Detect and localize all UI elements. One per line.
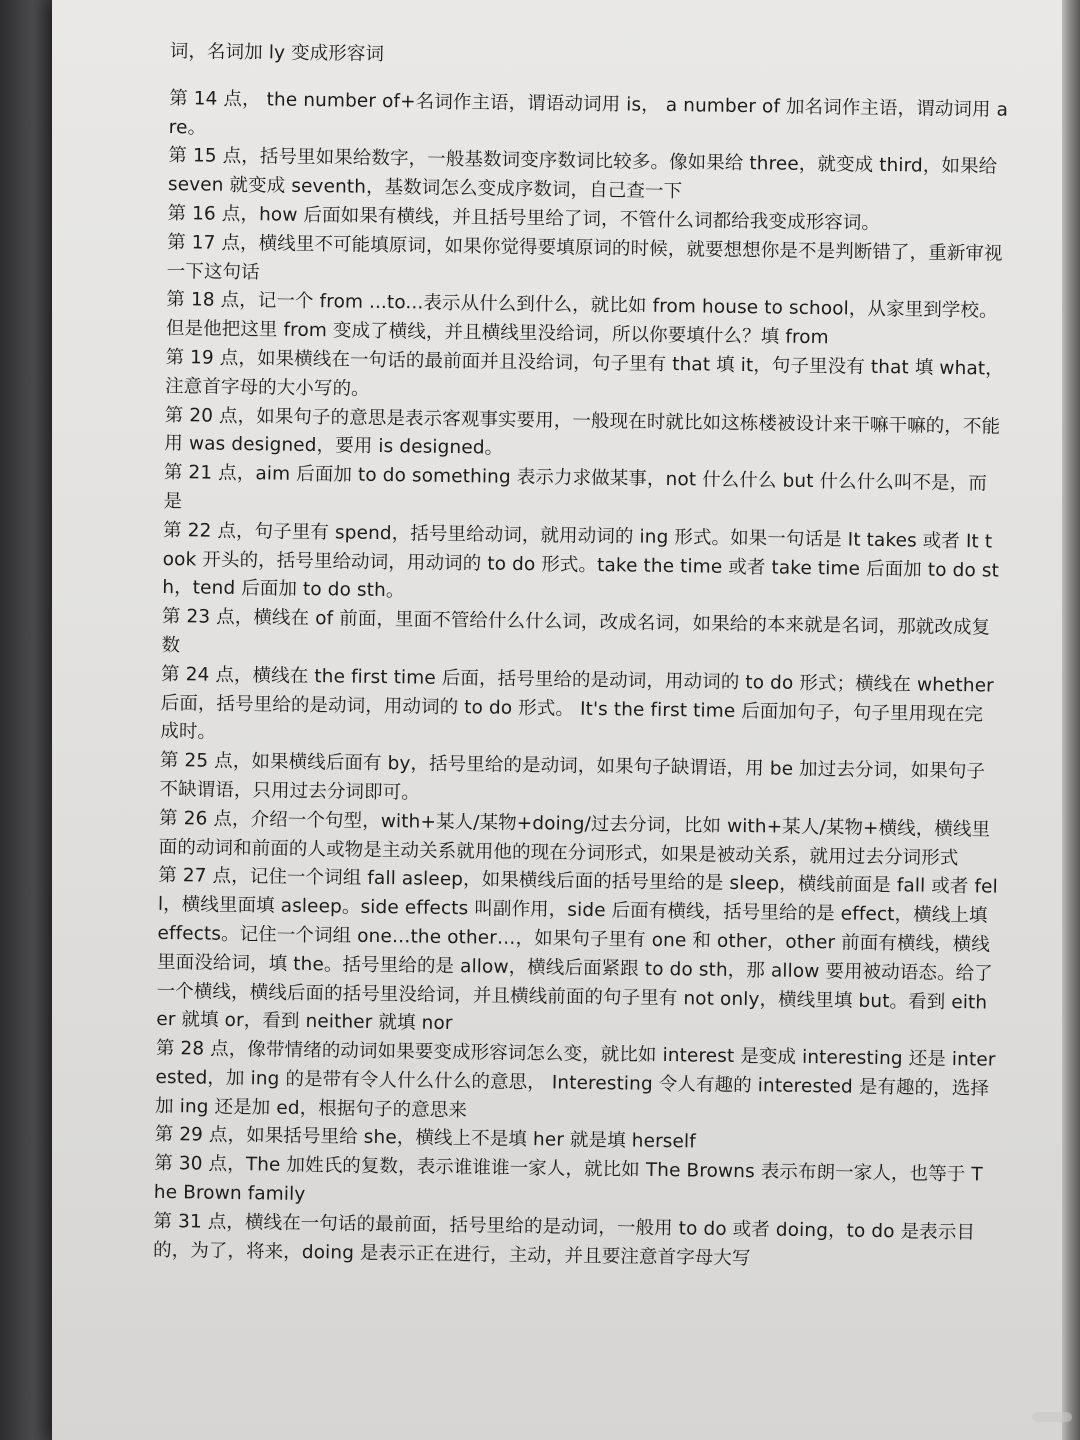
text-point-29: 第 29 点，如果括号里给 she，横线上不是填 her 就是填 herself	[154, 1124, 696, 1153]
text-point-20: 第 20 点，如果句子的意思是表示客观事实要用，一般现在时就比如这栋楼被设计来干嘛干嘛的，不能用 was designed，要用 is designed。	[164, 404, 1001, 460]
text-point-16: 第 16 点，how 后面如果有横线，并且括号里给了词，不管什么词都给我变成形容词。	[167, 202, 881, 234]
text-point-15: 第 15 点，括号里如果给数字，一般基数词变序数词比较多。像如果给 three，就变成 third，如果给 seven 就变成 seventh，基数词怎么变成序数词，自己查一下	[167, 145, 998, 203]
text-point-21: 第 21 点，aim 后面加 to do something 表示力求做某事，not 什么什么 but 什么什么叫不是，而是	[163, 462, 988, 513]
page-edge-shadow	[1062, 0, 1080, 1440]
book-page	[52, 0, 1062, 1440]
text-line-ly-rule: 词，名词加 ly 变成形容词	[169, 40, 385, 65]
text-point-14: 第 14 点， the number of+名词作主语，谓语动词用 is， a number of 加名词作主语，谓动词用 are。	[168, 87, 1009, 139]
text-point-26: 第 26 点，介绍一个句型，with+某人/某物+doing/过去分词，比如 with+某人/某物+横线，横线里面的动词和前面的人或物是主动关系就用他的现在分词形式，如果是被动关系，就用过去分词形式	[158, 807, 991, 869]
text-point-19: 第 19 点，如果横线在一句话的最前面并且没给词，句子里有 that 填 it，句子里没有 that 填 what，注意首字母的大小写的。	[164, 346, 1004, 400]
text-point-31: 第 31 点，横线在一句话的最前面，括号里给的是动词，一般用 to do 或者 doing，to do 是表示目的，为了，将来，doing 是表示正在进行，主动，并且要注意首字母大写	[152, 1210, 976, 1269]
text-point-25: 第 25 点，如果横线后面有 by，括号里给的是动词，如果句子缺谓语，用 be 加过去分词，如果句子不缺谓语，只用过去分词即可。	[159, 750, 986, 804]
text-point-22: 第 22 点，句子里有 spend，括号里给动词，就用动词的 ing 形式。如果一句话是 It takes 或者 It took 开头的，括号里给动词，用动词的 to do 形式。take the time 或者 take time 后面加 to do sth，tend 后面加 to do sth。	[162, 519, 1000, 602]
home-indicator	[1032, 1412, 1072, 1422]
text-point-28: 第 28 点，像带情绪的动词如果要变成形容词怎么变，就比如 interest 是变成 interesting 还是 interested，加 ing 的是带有令人什么什么的意思， Interesting 令人有趣的 interested 是有趣的，选择加 ing 还是加 ed，根据句子的意思来	[154, 1037, 996, 1121]
text-point-24: 第 24 点，横线在 the first time 后面，括号里给的是动词，用动词的 to do 形式；横线在 whether 后面，括号里给的是动词，用动词的 to do 形式。 It's the first time 后面加句子，句子里用现在完成时。	[160, 663, 994, 744]
text-point-27: 第 27 点，记住一个词组 fall asleep，如果横线后面的括号里给的是 sleep，横线前面是 fall 或者 fell，横线里面填 asleep。side effects 叫副作用，side 后面有横线，括号里给的是 effect，横线上填 effects。记住一个词组 one…the other…，如果句子里有 one 和 other，other 前面有横线，横线里面没给词，填 the。括号里给的是 allow，横线后面紧跟 to do sth，那 allow 要用被动语态。给了一个横线，横线后面的括号里没给词，并且横线前面的句子里有 not only，横线里填 but。看到 either 就填 or，看到 neither 就填 nor	[156, 865, 998, 1035]
text-point-18: 第 18 点，记一个 from ...to...表示从什么到什么，就比如 from house to school，从家里到学校。但是他把这里 from 变成了横线，并且横线里没给词，所以你要填什么？填 from	[165, 289, 998, 349]
text-point-30: 第 30 点，The 加姓氏的复数，表示谁谁谁一家人，就比如 The Browns 表示布朗一家人，也等于 The Brown family	[153, 1153, 983, 1206]
text-point-23: 第 23 点，横线在 of 前面，里面不管给什么什么词，改成名词，如果给的本来就是名词，那就改成复数	[161, 606, 991, 657]
study-notes-text	[153, 38, 1010, 1277]
text-point-17: 第 17 点，横线里不可能填原词，如果你觉得要填原词的时候，就要想想你是不是判断错了，重新审视一下这句话	[166, 231, 1003, 283]
